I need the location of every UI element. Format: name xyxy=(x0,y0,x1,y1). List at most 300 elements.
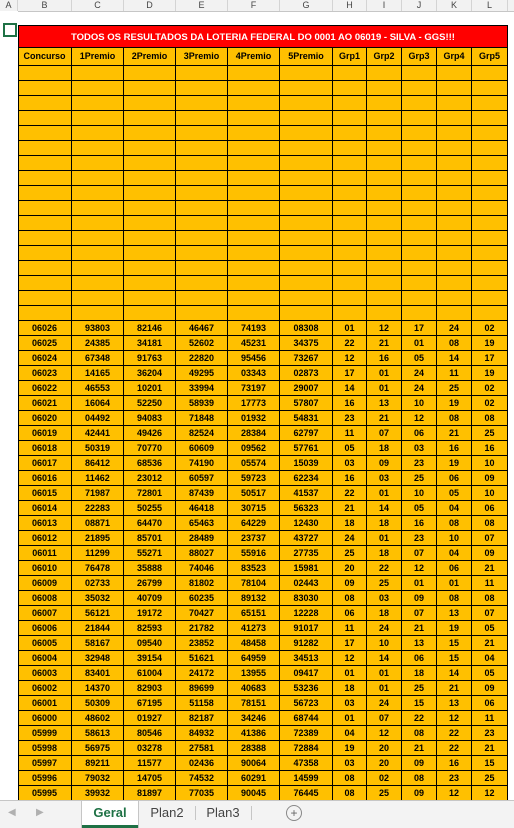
table-cell[interactable]: 15 xyxy=(472,756,508,771)
table-cell[interactable]: 20 xyxy=(367,741,402,756)
empty-cell[interactable] xyxy=(333,156,367,171)
empty-cell[interactable] xyxy=(280,111,333,126)
empty-cell[interactable] xyxy=(18,261,72,276)
table-cell[interactable]: 23012 xyxy=(124,471,176,486)
table-cell[interactable]: 95456 xyxy=(228,351,280,366)
empty-cell[interactable] xyxy=(18,246,72,261)
table-cell[interactable]: 07 xyxy=(367,711,402,726)
empty-cell[interactable] xyxy=(72,276,124,291)
empty-cell[interactable] xyxy=(228,246,280,261)
table-cell[interactable]: 54831 xyxy=(280,411,333,426)
table-cell[interactable]: 25 xyxy=(472,771,508,786)
empty-cell[interactable] xyxy=(437,306,472,321)
empty-cell[interactable] xyxy=(437,126,472,141)
empty-cell[interactable] xyxy=(72,216,124,231)
table-cell[interactable]: 11 xyxy=(472,711,508,726)
table-cell[interactable]: 70427 xyxy=(176,606,228,621)
column-header-cell[interactable]: 3Premio xyxy=(176,48,228,66)
table-cell[interactable]: 21 xyxy=(402,741,437,756)
table-cell[interactable]: 06001 xyxy=(18,696,72,711)
empty-cell[interactable] xyxy=(402,126,437,141)
table-cell[interactable]: 82524 xyxy=(176,426,228,441)
table-cell[interactable]: 24385 xyxy=(72,336,124,351)
table-cell[interactable]: 50255 xyxy=(124,501,176,516)
table-cell[interactable]: 04 xyxy=(437,546,472,561)
sheet-title-banner[interactable]: TODOS OS RESULTADOS DA LOTERIA FEDERAL DO 0001 AO 06019 - SILVA - GGS!!! xyxy=(18,25,508,48)
table-cell[interactable]: 82146 xyxy=(124,321,176,336)
table-cell[interactable]: 24 xyxy=(402,366,437,381)
empty-cell[interactable] xyxy=(437,81,472,96)
table-cell[interactable]: 05 xyxy=(402,501,437,516)
empty-cell[interactable] xyxy=(124,186,176,201)
empty-cell[interactable] xyxy=(333,96,367,111)
table-cell[interactable]: 90064 xyxy=(228,756,280,771)
table-cell[interactable]: 23 xyxy=(402,456,437,471)
table-cell[interactable]: 58939 xyxy=(176,396,228,411)
empty-cell[interactable] xyxy=(367,186,402,201)
empty-cell[interactable] xyxy=(18,216,72,231)
empty-cell[interactable] xyxy=(18,126,72,141)
empty-cell[interactable] xyxy=(472,306,508,321)
empty-cell[interactable] xyxy=(72,261,124,276)
table-cell[interactable]: 76478 xyxy=(72,561,124,576)
table-cell[interactable]: 06012 xyxy=(18,531,72,546)
empty-cell[interactable] xyxy=(18,306,72,321)
table-cell[interactable]: 08 xyxy=(333,786,367,800)
table-cell[interactable]: 06025 xyxy=(18,336,72,351)
table-cell[interactable]: 06009 xyxy=(18,576,72,591)
table-cell[interactable]: 03343 xyxy=(228,366,280,381)
empty-cell[interactable] xyxy=(402,96,437,111)
table-cell[interactable]: 06021 xyxy=(18,396,72,411)
empty-cell[interactable] xyxy=(176,111,228,126)
empty-cell[interactable] xyxy=(437,141,472,156)
empty-cell[interactable] xyxy=(333,261,367,276)
empty-cell[interactable] xyxy=(402,216,437,231)
table-cell[interactable]: 82903 xyxy=(124,681,176,696)
empty-cell[interactable] xyxy=(176,261,228,276)
table-cell[interactable]: 70770 xyxy=(124,441,176,456)
empty-cell[interactable] xyxy=(176,81,228,96)
table-cell[interactable]: 08 xyxy=(333,591,367,606)
empty-cell[interactable] xyxy=(176,186,228,201)
column-letter-k[interactable]: K xyxy=(437,0,472,11)
table-cell[interactable]: 18 xyxy=(367,441,402,456)
column-letter-d[interactable]: D xyxy=(124,0,176,11)
empty-cell[interactable] xyxy=(228,261,280,276)
table-cell[interactable]: 11 xyxy=(472,576,508,591)
table-cell[interactable]: 21 xyxy=(472,636,508,651)
table-cell[interactable]: 07 xyxy=(402,546,437,561)
table-cell[interactable]: 14 xyxy=(367,651,402,666)
table-cell[interactable]: 09 xyxy=(472,471,508,486)
table-cell[interactable]: 04 xyxy=(333,726,367,741)
empty-cell[interactable] xyxy=(472,141,508,156)
table-cell[interactable]: 40709 xyxy=(124,591,176,606)
table-cell[interactable]: 06 xyxy=(333,606,367,621)
empty-cell[interactable] xyxy=(367,141,402,156)
table-cell[interactable]: 19172 xyxy=(124,606,176,621)
table-cell[interactable]: 05 xyxy=(437,486,472,501)
table-cell[interactable]: 56121 xyxy=(72,606,124,621)
empty-cell[interactable] xyxy=(228,276,280,291)
table-cell[interactable]: 57761 xyxy=(280,441,333,456)
empty-cell[interactable] xyxy=(333,276,367,291)
triangle-right-icon[interactable]: ▶ xyxy=(36,807,44,818)
table-cell[interactable]: 93803 xyxy=(72,321,124,336)
table-cell[interactable]: 25 xyxy=(402,471,437,486)
table-cell[interactable]: 08 xyxy=(437,516,472,531)
table-cell[interactable]: 21 xyxy=(437,426,472,441)
table-cell[interactable]: 06 xyxy=(402,651,437,666)
empty-cell[interactable] xyxy=(472,81,508,96)
empty-cell[interactable] xyxy=(228,96,280,111)
table-cell[interactable]: 74193 xyxy=(228,321,280,336)
table-cell[interactable]: 60291 xyxy=(228,771,280,786)
table-cell[interactable]: 56323 xyxy=(280,501,333,516)
empty-cell[interactable] xyxy=(333,171,367,186)
table-cell[interactable]: 17 xyxy=(333,366,367,381)
table-cell[interactable]: 23852 xyxy=(176,636,228,651)
table-cell[interactable]: 46553 xyxy=(72,381,124,396)
empty-cell[interactable] xyxy=(472,261,508,276)
empty-cell[interactable] xyxy=(367,111,402,126)
table-cell[interactable]: 15 xyxy=(402,696,437,711)
table-cell[interactable]: 65151 xyxy=(228,606,280,621)
table-cell[interactable]: 11 xyxy=(437,366,472,381)
column-header-cell[interactable]: Grp1 xyxy=(333,48,367,66)
empty-cell[interactable] xyxy=(333,201,367,216)
empty-cell[interactable] xyxy=(18,186,72,201)
column-header-cell[interactable]: 4Premio xyxy=(228,48,280,66)
table-cell[interactable]: 20 xyxy=(367,756,402,771)
table-cell[interactable]: 06 xyxy=(437,561,472,576)
table-cell[interactable]: 11 xyxy=(333,621,367,636)
empty-cell[interactable] xyxy=(367,306,402,321)
table-cell[interactable]: 14165 xyxy=(72,366,124,381)
table-cell[interactable]: 17773 xyxy=(228,396,280,411)
table-cell[interactable]: 34513 xyxy=(280,651,333,666)
column-letter-h[interactable]: H xyxy=(333,0,367,11)
table-cell[interactable]: 48458 xyxy=(228,636,280,651)
table-cell[interactable]: 06 xyxy=(437,471,472,486)
table-cell[interactable]: 24 xyxy=(333,531,367,546)
table-cell[interactable]: 56975 xyxy=(72,741,124,756)
table-cell[interactable]: 16 xyxy=(333,396,367,411)
table-cell[interactable]: 30715 xyxy=(228,501,280,516)
table-cell[interactable]: 08 xyxy=(472,411,508,426)
table-cell[interactable]: 10 xyxy=(402,486,437,501)
table-cell[interactable]: 50309 xyxy=(72,696,124,711)
table-cell[interactable]: 19 xyxy=(472,366,508,381)
table-cell[interactable]: 02873 xyxy=(280,366,333,381)
table-cell[interactable]: 01 xyxy=(333,666,367,681)
empty-cell[interactable] xyxy=(437,231,472,246)
table-cell[interactable]: 73267 xyxy=(280,351,333,366)
empty-cell[interactable] xyxy=(124,66,176,81)
empty-cell[interactable] xyxy=(124,291,176,306)
empty-cell[interactable] xyxy=(18,201,72,216)
table-cell[interactable]: 23 xyxy=(402,531,437,546)
empty-cell[interactable] xyxy=(333,186,367,201)
empty-cell[interactable] xyxy=(18,291,72,306)
empty-cell[interactable] xyxy=(228,216,280,231)
table-cell[interactable]: 09 xyxy=(367,456,402,471)
column-header-cell[interactable]: Grp4 xyxy=(437,48,472,66)
table-cell[interactable]: 10 xyxy=(367,636,402,651)
empty-cell[interactable] xyxy=(333,231,367,246)
empty-cell[interactable] xyxy=(333,306,367,321)
empty-cell[interactable] xyxy=(472,96,508,111)
table-cell[interactable]: 18 xyxy=(333,681,367,696)
table-cell[interactable]: 39154 xyxy=(124,651,176,666)
table-cell[interactable]: 22820 xyxy=(176,351,228,366)
table-cell[interactable]: 52602 xyxy=(176,336,228,351)
table-cell[interactable]: 09562 xyxy=(228,441,280,456)
empty-cell[interactable] xyxy=(402,111,437,126)
empty-cell[interactable] xyxy=(228,126,280,141)
column-header-cell[interactable]: 1Premio xyxy=(72,48,124,66)
table-cell[interactable]: 09 xyxy=(333,576,367,591)
column-letter-e[interactable]: E xyxy=(176,0,228,11)
table-cell[interactable]: 85701 xyxy=(124,531,176,546)
table-cell[interactable]: 03 xyxy=(333,696,367,711)
table-cell[interactable]: 24172 xyxy=(176,666,228,681)
table-cell[interactable]: 49295 xyxy=(176,366,228,381)
empty-cell[interactable] xyxy=(402,261,437,276)
table-cell[interactable]: 08308 xyxy=(280,321,333,336)
table-cell[interactable]: 60235 xyxy=(176,591,228,606)
table-cell[interactable]: 12 xyxy=(437,786,472,800)
empty-cell[interactable] xyxy=(333,81,367,96)
table-cell[interactable]: 03 xyxy=(333,756,367,771)
table-cell[interactable]: 22 xyxy=(437,726,472,741)
table-cell[interactable]: 19 xyxy=(437,456,472,471)
empty-cell[interactable] xyxy=(402,291,437,306)
table-cell[interactable]: 52250 xyxy=(124,396,176,411)
table-cell[interactable]: 71848 xyxy=(176,411,228,426)
empty-cell[interactable] xyxy=(72,246,124,261)
table-cell[interactable]: 09417 xyxy=(280,666,333,681)
table-cell[interactable]: 05999 xyxy=(18,726,72,741)
table-cell[interactable]: 23737 xyxy=(228,531,280,546)
tab-plan3[interactable]: Plan3 xyxy=(206,805,240,820)
table-cell[interactable]: 06003 xyxy=(18,666,72,681)
empty-cell[interactable] xyxy=(437,186,472,201)
table-cell[interactable]: 51158 xyxy=(176,696,228,711)
table-cell[interactable]: 21 xyxy=(472,741,508,756)
empty-cell[interactable] xyxy=(18,156,72,171)
table-cell[interactable]: 13 xyxy=(437,696,472,711)
table-cell[interactable]: 03 xyxy=(333,456,367,471)
table-cell[interactable]: 12 xyxy=(367,321,402,336)
table-cell[interactable]: 35888 xyxy=(124,561,176,576)
table-cell[interactable]: 04492 xyxy=(72,411,124,426)
empty-cell[interactable] xyxy=(402,186,437,201)
empty-cell[interactable] xyxy=(333,66,367,81)
empty-cell[interactable] xyxy=(333,216,367,231)
table-cell[interactable]: 22 xyxy=(402,711,437,726)
empty-cell[interactable] xyxy=(228,66,280,81)
table-cell[interactable]: 02 xyxy=(472,321,508,336)
table-cell[interactable]: 16 xyxy=(367,351,402,366)
table-cell[interactable]: 23 xyxy=(437,771,472,786)
table-cell[interactable]: 05996 xyxy=(18,771,72,786)
table-cell[interactable]: 03278 xyxy=(124,741,176,756)
table-cell[interactable]: 67195 xyxy=(124,696,176,711)
table-cell[interactable]: 55916 xyxy=(228,546,280,561)
empty-cell[interactable] xyxy=(280,201,333,216)
table-cell[interactable]: 25 xyxy=(367,786,402,800)
empty-cell[interactable] xyxy=(333,141,367,156)
empty-cell[interactable] xyxy=(124,156,176,171)
table-cell[interactable]: 81802 xyxy=(176,576,228,591)
table-cell[interactable]: 06018 xyxy=(18,441,72,456)
empty-cell[interactable] xyxy=(124,171,176,186)
selected-cell-a1[interactable] xyxy=(3,23,17,37)
table-cell[interactable]: 90045 xyxy=(228,786,280,800)
table-cell[interactable]: 06019 xyxy=(18,426,72,441)
empty-cell[interactable] xyxy=(472,66,508,81)
table-cell[interactable]: 65463 xyxy=(176,516,228,531)
empty-cell[interactable] xyxy=(280,306,333,321)
table-cell[interactable]: 05574 xyxy=(228,456,280,471)
empty-cell[interactable] xyxy=(228,186,280,201)
table-cell[interactable]: 80546 xyxy=(124,726,176,741)
table-cell[interactable]: 21 xyxy=(367,336,402,351)
empty-cell[interactable] xyxy=(280,126,333,141)
table-cell[interactable]: 33994 xyxy=(176,381,228,396)
empty-cell[interactable] xyxy=(437,96,472,111)
table-cell[interactable]: 06006 xyxy=(18,621,72,636)
empty-cell[interactable] xyxy=(228,291,280,306)
table-cell[interactable]: 43727 xyxy=(280,531,333,546)
table-cell[interactable]: 01 xyxy=(367,666,402,681)
empty-cell[interactable] xyxy=(124,306,176,321)
empty-cell[interactable] xyxy=(124,141,176,156)
table-cell[interactable]: 25 xyxy=(472,426,508,441)
table-cell[interactable]: 21 xyxy=(333,501,367,516)
table-cell[interactable]: 01 xyxy=(367,381,402,396)
empty-cell[interactable] xyxy=(280,291,333,306)
empty-cell[interactable] xyxy=(367,96,402,111)
table-cell[interactable]: 27581 xyxy=(176,741,228,756)
empty-cell[interactable] xyxy=(280,261,333,276)
empty-cell[interactable] xyxy=(402,231,437,246)
table-cell[interactable]: 18 xyxy=(367,516,402,531)
column-header-cell[interactable]: 2Premio xyxy=(124,48,176,66)
empty-cell[interactable] xyxy=(228,201,280,216)
table-cell[interactable]: 10 xyxy=(472,456,508,471)
empty-cell[interactable] xyxy=(472,171,508,186)
empty-cell[interactable] xyxy=(280,81,333,96)
empty-cell[interactable] xyxy=(176,156,228,171)
table-cell[interactable]: 64470 xyxy=(124,516,176,531)
empty-cell[interactable] xyxy=(437,156,472,171)
empty-cell[interactable] xyxy=(402,276,437,291)
table-cell[interactable]: 03 xyxy=(367,591,402,606)
table-cell[interactable]: 01932 xyxy=(228,411,280,426)
table-cell[interactable]: 08 xyxy=(472,516,508,531)
column-letter-j[interactable]: J xyxy=(402,0,437,11)
column-header-cell[interactable]: 5Premio xyxy=(280,48,333,66)
empty-cell[interactable] xyxy=(367,231,402,246)
table-cell[interactable]: 28388 xyxy=(228,741,280,756)
table-cell[interactable]: 14599 xyxy=(280,771,333,786)
empty-cell[interactable] xyxy=(176,201,228,216)
empty-cell[interactable] xyxy=(402,66,437,81)
table-cell[interactable]: 86412 xyxy=(72,456,124,471)
empty-cell[interactable] xyxy=(402,246,437,261)
table-cell[interactable]: 57807 xyxy=(280,396,333,411)
table-cell[interactable]: 78104 xyxy=(228,576,280,591)
table-cell[interactable]: 02443 xyxy=(280,576,333,591)
table-cell[interactable]: 14705 xyxy=(124,771,176,786)
empty-cell[interactable] xyxy=(18,111,72,126)
empty-cell[interactable] xyxy=(402,171,437,186)
table-cell[interactable]: 09540 xyxy=(124,636,176,651)
table-cell[interactable]: 06005 xyxy=(18,636,72,651)
table-cell[interactable]: 12430 xyxy=(280,516,333,531)
table-cell[interactable]: 71987 xyxy=(72,486,124,501)
column-letter-b[interactable]: B xyxy=(18,0,72,11)
table-cell[interactable]: 15 xyxy=(437,651,472,666)
table-cell[interactable]: 06000 xyxy=(18,711,72,726)
table-cell[interactable]: 08 xyxy=(437,591,472,606)
empty-cell[interactable] xyxy=(437,171,472,186)
table-cell[interactable]: 24 xyxy=(437,321,472,336)
table-cell[interactable]: 22283 xyxy=(72,501,124,516)
table-cell[interactable]: 22 xyxy=(437,741,472,756)
empty-cell[interactable] xyxy=(333,111,367,126)
table-cell[interactable]: 39932 xyxy=(72,786,124,800)
table-cell[interactable]: 05 xyxy=(472,621,508,636)
table-cell[interactable]: 14 xyxy=(367,501,402,516)
table-cell[interactable]: 16 xyxy=(437,756,472,771)
table-cell[interactable]: 21844 xyxy=(72,621,124,636)
table-cell[interactable]: 13 xyxy=(367,396,402,411)
empty-cell[interactable] xyxy=(472,201,508,216)
empty-cell[interactable] xyxy=(367,276,402,291)
empty-cell[interactable] xyxy=(472,156,508,171)
table-cell[interactable]: 06 xyxy=(472,501,508,516)
table-cell[interactable]: 17 xyxy=(402,321,437,336)
table-cell[interactable]: 25 xyxy=(367,576,402,591)
table-cell[interactable]: 41386 xyxy=(228,726,280,741)
table-cell[interactable]: 10 xyxy=(472,486,508,501)
table-cell[interactable]: 50517 xyxy=(228,486,280,501)
table-cell[interactable]: 11462 xyxy=(72,471,124,486)
table-cell[interactable]: 07 xyxy=(402,606,437,621)
empty-cell[interactable] xyxy=(228,306,280,321)
table-cell[interactable]: 47358 xyxy=(280,756,333,771)
table-cell[interactable]: 18 xyxy=(367,606,402,621)
table-cell[interactable]: 55271 xyxy=(124,546,176,561)
empty-cell[interactable] xyxy=(228,111,280,126)
table-cell[interactable]: 19 xyxy=(437,621,472,636)
table-cell[interactable]: 45231 xyxy=(228,336,280,351)
table-cell[interactable]: 68536 xyxy=(124,456,176,471)
column-letter-c[interactable]: C xyxy=(72,0,124,11)
empty-cell[interactable] xyxy=(437,291,472,306)
table-cell[interactable]: 24 xyxy=(367,621,402,636)
empty-cell[interactable] xyxy=(18,66,72,81)
table-cell[interactable]: 21 xyxy=(367,411,402,426)
table-cell[interactable]: 01927 xyxy=(124,711,176,726)
empty-cell[interactable] xyxy=(333,126,367,141)
empty-cell[interactable] xyxy=(124,231,176,246)
table-cell[interactable]: 06007 xyxy=(18,606,72,621)
